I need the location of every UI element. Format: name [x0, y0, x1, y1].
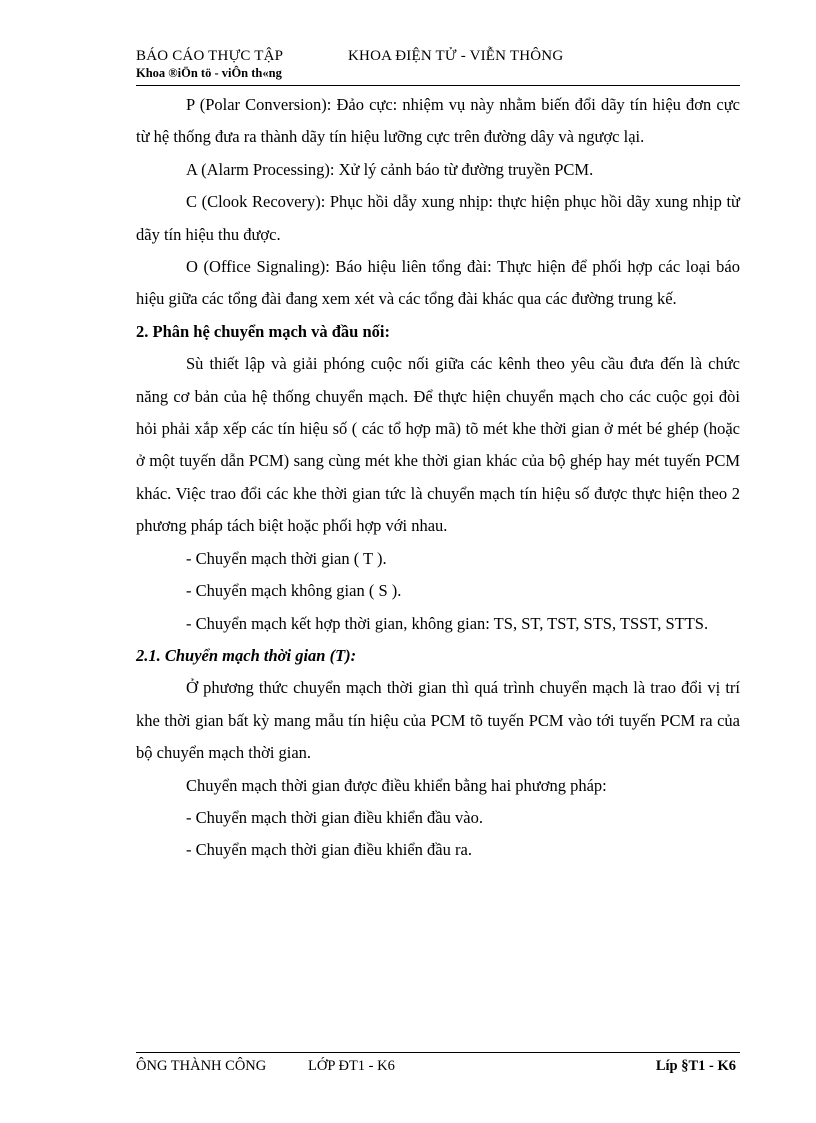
section-heading-2: 2. Phân hệ chuyển mạch và đầu nối:: [136, 321, 390, 341]
paragraph-polar-conversion: P (Polar Conversion): Đảo cực: nhiệm vụ này nhằm biến đổi dãy tín hiệu đơn cực từ hệ thống đưa ra thành dãy tín hiệu lưỡng cực trên đường dây và ngược lại.: [136, 95, 740, 147]
paragraph-control-methods: Chuyển mạch thời gian được điều khiển bằng hai phương pháp:: [186, 775, 607, 795]
header-subtitle: Khoa ®iÖn tö - viÔn th«ng: [136, 66, 282, 80]
paragraph-alarm-processing: A (Alarm Processing): Xử lý cảnh báo từ đường truyền PCM.: [186, 159, 594, 179]
department-name: KHOA ĐIỆN TỬ - VIỄN THÔNG: [348, 48, 564, 64]
footer-class-right: Líp §T1 - K6: [655, 1058, 736, 1074]
bullet-combined-switching: - Chuyển mạch kết hợp thời gian, không gian: TS, ST, TST, STS, TSST, STTS.: [186, 613, 709, 633]
footer-author: ÔNG THÀNH CÔNG: [136, 1058, 267, 1074]
bullet-space-switching: - Chuyển mạch không gian ( S ).: [186, 581, 402, 601]
footer-class: LỚP ĐT1 - K6: [308, 1058, 395, 1074]
header-rule: [136, 85, 740, 86]
paragraph-clock-recovery: C (Clook Recovery): Phục hồi dẫy xung nhịp: thực hiện phục hồi dãy xung nhịp từ dãy tín hiệu thu được.: [136, 192, 740, 244]
section-heading-2-1: 2.1. Chuyển mạch thời gian (T):: [136, 645, 357, 665]
paragraph-time-switch: Ở phương thức chuyển mạch thời gian thì quá trình chuyển mạch là trao đổi vị trí khe thời gian bất kỳ mang mẫu tín hiệu của PCM tõ tuyến PCM vào tới tuyến PCM ra của bộ chuyển mạch thời gian.: [136, 678, 740, 763]
footer-rule: [136, 1052, 740, 1053]
bullet-output-control: - Chuyển mạch thời gian điều khiển đầu ra.: [186, 840, 472, 860]
page-header: [136, 48, 740, 81]
paragraph-office-signaling: O (Office Signaling): Báo hiệu liên tổng đài: Thực hiện để phối hợp các loại báo hiệu giữa các tổng đài đang xem xét và các tổng đài khác qua các đường trung kế.: [136, 257, 740, 309]
report-title: BÁO CÁO THỰC TẬP: [136, 48, 284, 64]
header-top-line: [136, 48, 740, 65]
paragraph-switching: Sù thiết lập và giải phóng cuộc nối giữa các kênh theo yêu cầu đưa đến là chức năng cơ bản của hệ thống chuyển mạch. Để thực hiện chuyển mạch cho các cuộc gọi đòi hỏi phải xắp xếp các tín hiệu số ( các tổ hợp mã) tõ mét khe thời gian ở mét bé ghép (hoặc ở một tuyến dẫn PCM) sang cùng mét khe thời gian khác của bộ ghép hay mét tuyến PCM khác. Việc trao đổi các khe thời gian tức là chuyển mạch tín hiệu số được thực hiện theo 2 phương pháp tách biệt hoặc phối hợp với nhau.: [136, 354, 740, 536]
bullet-time-switching: - Chuyển mạch thời gian ( T ).: [186, 548, 387, 568]
document-body: [136, 89, 740, 867]
bullet-input-control: - Chuyển mạch thời gian điều khiển đầu vào.: [186, 807, 483, 827]
page-footer: [136, 1058, 740, 1075]
